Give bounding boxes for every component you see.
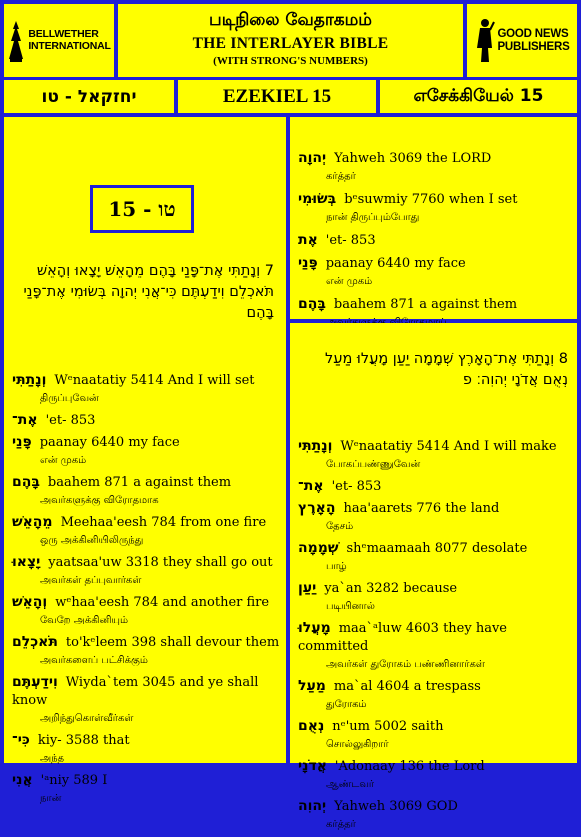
word-entry [298,254,570,291]
hebrew-word: יְהוָה [298,150,327,166]
word-entry [12,771,280,808]
preacher-figure-icon [474,18,494,64]
transliteration-gloss: Wᵉnaatatiy 5414 And I will make [340,439,557,454]
transliteration-gloss: nᵉ'um 5002 saith [332,719,444,734]
word-entry [298,757,570,794]
word-entry [298,579,570,616]
tamil-gloss: பாழ் [326,561,347,572]
hebrew-word: מֵהָאֵשׁ [12,514,53,530]
transliteration-gloss: 'et- 853 [45,413,96,428]
transliteration-gloss: bᵉsuwmiy 7760 when I set [344,192,518,207]
transliteration-gloss: 'Adonaay 136 the Lord [334,759,485,774]
bellwether-emblem-icon [7,19,25,63]
transliteration-gloss: 'et- 853 [331,479,382,494]
transliteration-gloss: yaatsaa'uw 3318 they shall go out [48,555,273,570]
transliteration-gloss: wᵉhaa'eesh 784 and another fire [55,595,270,610]
transliteration-gloss: baahem 871 a against them [47,475,232,490]
transliteration-gloss: 'et- 853 [325,233,376,248]
hebrew-word: אֲדֹנָי [298,758,327,774]
transliteration-gloss: shᵉmaamaah 8077 desolate [346,541,528,556]
hebrew-word: תֹּאכְלֵם [12,634,58,650]
transliteration-gloss: kiy- 3588 that [37,733,130,748]
word-entry [298,619,570,674]
tamil-gloss: அவர்களைப் பட்சிக்கும் [40,655,148,666]
tamil-gloss: என் முகம் [326,276,373,287]
transliteration-gloss: paanay 6440 my face [325,256,466,271]
tamil-gloss: நான் திருப்பும்போது [326,212,420,223]
left-panel [4,117,286,804]
verse-7-word-list [12,371,280,811]
word-entry [298,677,570,714]
tamil-gloss: வேறே அக்கினியும் [40,615,129,626]
transliteration-gloss: ma`al 4604 a trespass [333,679,481,694]
tamil-gloss: திருப்புவேன் [40,393,99,404]
word-entry [298,231,570,250]
hebrew-word: נְאֻם [298,718,325,734]
word-entry [12,633,280,670]
transliteration-gloss: baahem 871 a against them [333,297,518,312]
transliteration-gloss: Yahweh 3069 the LORD [334,151,492,166]
bellwether-logo [4,4,114,77]
hebrew-word: אֶת־ [298,478,324,494]
transliteration-gloss: Wiyda`tem 3045 and ye shall know [12,675,259,708]
transliteration-gloss: paanay 6440 my face [39,435,180,450]
transliteration-gloss: haa'aarets 776 the land [343,501,500,516]
right-bottom-panel [290,323,577,830]
word-entry [298,437,570,474]
title-english: THE INTERLAYER BIBLE [192,35,389,52]
transliteration-gloss: Meehaa'eesh 784 from one fire [60,515,267,530]
hebrew-word: בָּהֶם [298,296,326,312]
hebrew-word: בָּהֶם [12,474,40,490]
word-entry [12,513,280,550]
hebrew-word: וְנָתַתִּי [12,372,47,388]
title-block [118,4,463,77]
verse-7-continued-list [298,149,570,336]
right-top-panel [290,117,577,319]
hebrew-word: וְהָאֵשׁ [12,594,48,610]
word-entry [298,477,570,496]
verse-8-hebrew: 8 וְנָתַתִּי אֶת־הָאָרֶץ שְׁמָמָה יַעַן מָעֲלוּ מַעַל נְאֻם אֲדֹנָי יְהוִה׃ פ [325,351,568,388]
transliteration-gloss: Wᵉnaatatiy 5414 And I will set [54,373,255,388]
tamil-gloss: ஒரு அக்கினியிலிருந்து [40,535,144,546]
transliteration-gloss: to'kᵉleem 398 shall devour them [65,635,280,650]
hebrew-word: יָצָאוּ [12,554,41,570]
word-entry [12,411,280,430]
hebrew-word: יַעַן [298,580,317,596]
hebrew-book-header: יחזקאל - טו [4,80,174,113]
chapter-badge: טו - 15 [90,185,194,233]
logo-right-line1: GOOD NEWS [497,28,569,41]
tamil-gloss: துரோகம் [326,699,367,710]
tamil-gloss: அவர்களுக்கு விரோதமாக [40,495,159,506]
hebrew-word: פָּנַי [12,434,32,450]
word-entry [12,433,280,470]
tamil-gloss: அவர்கள் தப்புவார்கள் [40,575,142,586]
logo-left-line1: BELLWETHER [28,28,99,41]
tamil-gloss: சொல்லுகிறார் [326,739,389,750]
word-entry [298,717,570,754]
tamil-gloss: போகப்பண்ணுவேன் [326,459,421,470]
hebrew-word: מָעֲלוּ [298,620,331,636]
logo-right-line2: PUBLISHERS [497,40,570,53]
title-tamil: படிநிலை வேதாகமம் [209,10,372,30]
tamil-gloss: ஆண்டவர் [326,779,375,790]
hebrew-word: וִידַעְתֶּם [12,674,58,690]
tamil-gloss: கர்த்தர் [326,171,356,182]
tamil-gloss: நான் [40,793,62,804]
title-subtitle: (WITH STRONG'S NUMBERS) [213,55,368,67]
word-entry [298,190,570,227]
tamil-gloss: படியினால் [326,601,375,612]
hebrew-word: אֶת־ [12,412,38,428]
transliteration-gloss: Yahweh 3069 GOD [334,799,458,814]
english-book-header: EZEKIEL 15 [178,80,376,113]
verse-7-hebrew: 7 וְנָתַתִּי אֶת־פָּנַי בָּהֶם מֵהָאֵשׁ יָצָאוּ וְהָאֵשׁ תֹּאכְלֵם וִידַעְתֶּם כִּי־אֲנִי יְהוָה בְּשׂוּמִי אֶת־פָּנַי בָּהֶם [23,263,274,321]
word-entry [298,499,570,536]
word-entry [298,539,570,576]
word-entry [298,797,570,834]
hebrew-word: פָּנַי [298,255,318,271]
hebrew-word: אֲנִי [12,772,33,788]
tamil-gloss: அறிந்துகொள்வீர்கள் [40,713,134,724]
hebrew-word: מַעַל [298,678,326,694]
hebrew-word: הָאָרֶץ [298,500,336,516]
hebrew-word: כִּי־ [12,732,30,748]
transliteration-gloss: ya`an 3282 because [324,581,458,596]
verse-8-word-list [298,437,570,837]
transliteration-gloss: 'ᵃniy 589 I [40,773,108,788]
hebrew-word: שְׁמָמָה [298,540,339,556]
hebrew-word: אֶת [298,232,318,248]
word-entry [12,731,280,768]
word-entry [12,473,280,510]
tamil-gloss: அந்த [40,753,65,764]
logo-left-line2: INTERNATIONAL [28,39,111,52]
tamil-book-header: எசேக்கியேல் 15 [380,80,577,113]
tamil-gloss: என் முகம் [40,455,87,466]
word-entry [12,673,280,728]
hebrew-word: יְהוִה [298,798,327,814]
word-entry [12,593,280,630]
tamil-gloss: தேசம் [326,521,354,532]
good-news-logo [467,4,577,77]
tamil-gloss: அவர்கள் துரோகம் பண்ணினார்கள் [326,659,485,670]
transliteration-gloss: maa`ᵃluw 4603 they have committed [298,621,507,654]
hebrew-word: בְּשׂוּמִי [298,191,337,207]
hebrew-word: וְנָתַתִּי [298,438,333,454]
word-entry [298,149,570,186]
tamil-gloss: கர்த்தர் [326,819,356,830]
word-entry [12,553,280,590]
word-entry [12,371,280,408]
